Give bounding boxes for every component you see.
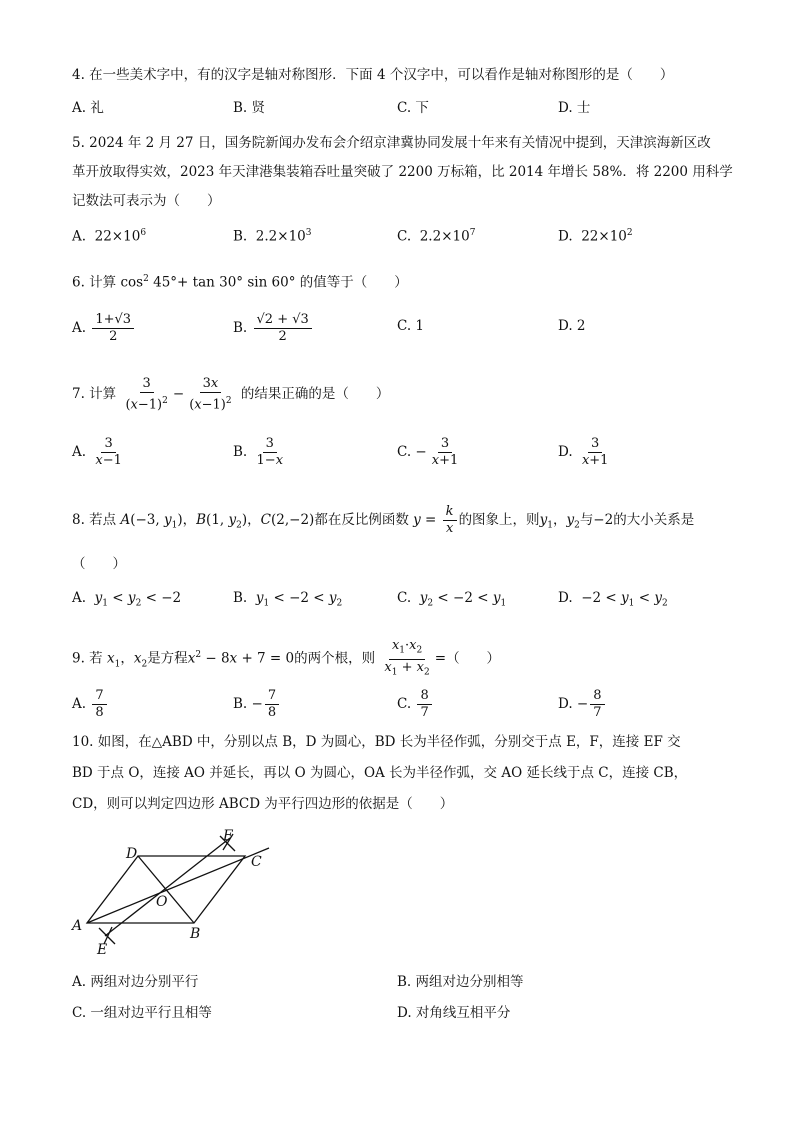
line-ef bbox=[105, 838, 230, 936]
label-o: O bbox=[156, 894, 168, 910]
q9-option-a: A. $\frac{7}{8}$ bbox=[72, 688, 109, 721]
question-5-line1: 5. 2024 年 2 月 27 日，国务院新闻办发布会介绍京津冀协同发展十年来有关情况中提到，天津滨海新区改 bbox=[72, 135, 711, 151]
question-10-line3: CD，则可以判定四边形 ABCD 为平行四边形的依据是（ ） bbox=[72, 796, 454, 812]
q4-option-a: A. 礼 bbox=[72, 100, 104, 116]
parallelogram-figure bbox=[70, 826, 280, 956]
q8-option-c: C. $y_2 < -2 < y_1$ bbox=[397, 590, 507, 609]
label-f: F bbox=[223, 828, 233, 844]
label-e: E bbox=[97, 942, 108, 956]
q10-option-c: C. 一组对边平行且相等 bbox=[72, 1005, 212, 1021]
q8-option-b: B. $y_1 < -2 < y_2$ bbox=[233, 590, 343, 609]
label-b: B bbox=[190, 926, 201, 942]
question-9-stem: 9. 若 $x_1$，$x_2$是方程$x^2 - 8x + 7 = 0$的两个根，则 $\frac{x_1\cdot x_2}{x_1 + x_2}$ =（ ） bbox=[72, 638, 501, 678]
q4-option-b: B. 贤 bbox=[233, 100, 266, 116]
q6-option-a: A. $\frac{1+√3}{2}$ bbox=[72, 312, 136, 345]
q7-option-b: B. $\frac{3}{1-x}$ bbox=[233, 436, 284, 468]
q9-option-b: B. − $\frac{7}{8}$ bbox=[233, 688, 281, 721]
q4-option-d: D. 士 bbox=[558, 100, 591, 116]
label-a: A bbox=[72, 918, 83, 934]
q7-option-d: D. $\frac{3}{x+1}$ bbox=[558, 436, 609, 468]
question-8-paren: （ ） bbox=[72, 556, 126, 572]
question-10-line1: 10. 如图，在△ABD 中，分别以点 B，D 为圆心，BD 长为半径作弧，分别交于点 E，F，连接 EF 交 bbox=[72, 734, 681, 750]
question-8-stem: 8. 若点 A(−3, $y_1$)，B(1, $y_2$)，C(2,−2)都在反比例函数 y = $\frac{k}{x}$ 的图象上，则$y_1$，$y_2$与−2的大小关系是 bbox=[72, 504, 695, 536]
label-d: D bbox=[126, 846, 138, 862]
question-5-line3: 记数法可表示为（ ） bbox=[72, 193, 221, 209]
question-5-line2: 革开放取得实效，2023 年天津港集装箱吞吐量突破了 2200 万标箱，比 2014 年增长 58%．将 2200 用科学 bbox=[72, 164, 733, 180]
line-ac bbox=[87, 848, 269, 923]
question-4-stem: 4. 在一些美术字中，有的汉字是轴对称图形．下面 4 个汉字中，可以看作是轴对称图形的是（ ） bbox=[72, 67, 674, 83]
diagonal-bd bbox=[138, 856, 194, 923]
q8-option-a: A. $y_1 < y_2 < -2$ bbox=[72, 590, 182, 609]
q7-option-c: C. − $\frac{3}{x+1}$ bbox=[397, 436, 459, 468]
q9-option-d: D. − $\frac{8}{7}$ bbox=[558, 688, 607, 721]
q10-option-d: D. 对角线互相平分 bbox=[397, 1005, 511, 1021]
question-10-line2: BD 于点 O，连接 AO 并延长，再以 O 为圆心，OA 长为半径作弧，交 AO 延长线于点 C，连接 CB， bbox=[72, 765, 688, 781]
q10-option-a: A. 两组对边分别平行 bbox=[72, 974, 199, 990]
q4-option-c: C. 下 bbox=[397, 100, 429, 116]
q6-option-b: B. $\frac{√2 + √3}{2}$ bbox=[233, 312, 314, 345]
question-6-stem: 6. 计算 $\cos^2 45^\circ+ \tan 30^\circ$ sin 60° 的值等于（ ） bbox=[72, 274, 408, 291]
q6-option-d: D. 2 bbox=[558, 318, 586, 334]
question-7-stem: 7. 计算 $\frac{3}{(x-1)^2}$ − $\frac{3x}{(x-1)^2}$ 的结果正确的是（ ） bbox=[72, 376, 390, 413]
q6-option-c: C. 1 bbox=[397, 318, 425, 334]
q8-option-d: D. $-2 < y_1 < y_2$ bbox=[558, 590, 668, 609]
q7-option-a: A. $\frac{3}{x-1}$ bbox=[72, 436, 122, 468]
q9-option-c: C. $\frac{8}{7}$ bbox=[397, 688, 434, 721]
q10-option-b: B. 两组对边分别相等 bbox=[397, 974, 524, 990]
q5-option-b: B. $2.2\times 10^3$ bbox=[233, 228, 312, 245]
label-c: C bbox=[251, 854, 262, 870]
q5-option-c: C. $2.2\times 10^7$ bbox=[397, 228, 476, 245]
q5-option-d: D. $22\times 10^2$ bbox=[558, 228, 633, 245]
q5-option-a: A. $22\times 10^6$ bbox=[72, 228, 147, 245]
